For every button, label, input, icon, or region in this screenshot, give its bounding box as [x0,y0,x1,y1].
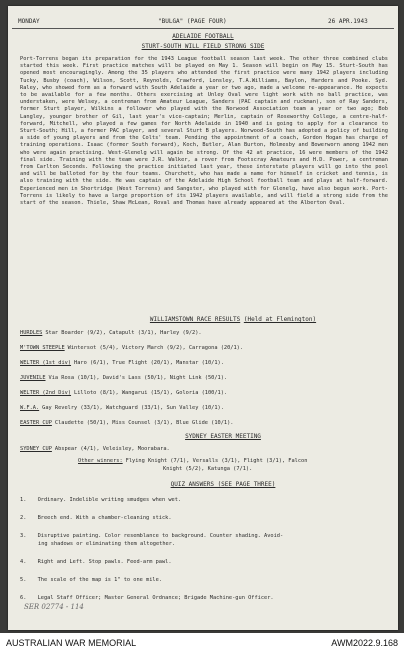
quiz-answer: 3. Disruptive painting. Color resemblance to background. Counter shading. Avoid- [20,533,284,539]
quiz-answer: 2. Breech end. With a chamber-cleaning stick. [20,515,172,521]
header-date: 26 APR.1943 [328,18,368,25]
quiz-answer: 1. Ordinary. Indelible writing smudges when wet. [20,497,182,503]
race-result-row: HURDLES Star Boarder (9/2), Catapult (3/1), Harley (9/2). [20,330,202,336]
williamstown-heading: WILLIAMSTOWN RACE RESULTS (Held at Flemington) [149,316,317,323]
page-header [8,18,398,28]
other-winners-row: Other winners: Flying Knight (7/1), Versalls (3/1), Flight (3/1), Falcon [78,458,308,464]
race-result-row: M'TOWN STEEPLE Wintersot (5/4), Victory March (9/2), Carragona (20/1). [20,345,244,351]
article-headline: STURT-SOUTH WILL FIELD STRONG SIDE [141,43,265,50]
race-result-row: JUVENILE Via Rosa (10/1), David's Lass (50/1), Night Link (50/1). [20,375,228,381]
other-winners-row-cont: Knight (5/2), Katunga (7/1). [163,466,253,472]
quiz-answer: 4. Right and Left. Stop pawls. Feed-arm pawl. [20,559,172,565]
header-title: "BULGA" (PAGE FOUR) [158,18,227,25]
sydney-cup-row: SYDNEY CUP Abspear (4/1), Veleisley, Moorabara. [20,446,170,452]
race-result-row: WELTER (2nd Div) Lilloto (8/1), Wangarui (15/1), Goloria (100/1). [20,390,228,396]
caption-institution: AUSTRALIAN WAR MEMORIAL [6,638,137,648]
caption-accession: AWM2022.9.168 [331,638,398,648]
sydney-heading: SYDNEY EASTER MEETING [185,433,261,440]
quiz-answer-cont: ing shadows or eliminating them altogether. [38,541,176,547]
section-title: ADELAIDE FOOTBALL [172,33,234,40]
football-article: Port-Torrens began its preparation for the 1943 League football season last week. The other three combined clubs started this week. First practice matches will be played on May 1. Season will begin on May 15. Sturt-South has opened most encouragingly. Among the 35 players who attended the first practice were many 1942 players including Tucky, Busby (coach), Wilson, Scott, Reynolds, Crawford, Lonsley, T.A.Williams, Baylon, Harders and Pooke. Syd. Raley, who showed form as a forward with South Adelaide a year or two ago, made a welcome re-appearance. He expects to be available for a few months. Others exercising at Unley Oval were light work with no ball practice, was understaken, were Welsey, a centreman from Amateur League, Sanders (PAC captain and ruckman), son of Ray Sanders, former Sturt player, Wilkins a follower who played with the Norwood Association team a year or two ago; Bob Langley, younger brother of Gil, last year's vice-captain; Merlin, captain of Roseworthy College, a centre-half-forward, Mitchell, who played a few games for North Adelaide in 1940 and is going to apply for a clearance to Sturt-South; Hill, a former PAC player, and several Sturt B players. Norwood-South has adopted a policy of building a side of young players and from the Colts' team. Pending the appointment of a coach, Gordon Hogan has charge of training operations. Isaac (former South forward), Koch, Butler, Alan Burton, Holmesby and Bowerworn among 1942 men who were again practising. West-Glenelg will again be strong. Of the 42 at practice, 16 were members of the 1942 final side. Training with the team were J.R. Walker, a rover from Footscray Amateurs and H.D. Power, a centreman from Carlton Seconds. Following the practice initiated last year, these interstate players will go into the pool and will be balloted for by the four teams. Churchett, who has made a name for himself in cricket and tennis, is also training with the side. He was captain of the Adelaide High School football team and plays at half-forward. Experienced men in Shortridge (West Torrens) and Sangster, who played with for Glenelg, have also begun work. Port-Torrens is likely to have a large proportion of its 1942 players available, and will field a strong side from the start of the season. Thiele, Shaw McLean, Roval and Thomas have already appeared at the Alberton Oval. [20,56,388,207]
handwritten-reference: SER 02774 - 114 [24,603,84,611]
caption-bar [0,633,404,653]
race-result-row: W.F.A. Gay Revelry (33/1), Watchguard (33/1), Sun Valley (10/1). [20,405,224,411]
quiz-answer: 5. The scale of the map is 1" to one mile. [20,577,162,583]
race-result-row: EASTER CUP Claudette (50/1), Miss Counsel (3/1), Blue Glide (10/1). [20,420,234,426]
document-page [8,6,398,630]
header-rule [12,28,394,29]
quiz-answer: 6. Legal Staff Officer; Master General Ordnance; Brigade Machine-gun Officer. [20,595,274,601]
race-result-row: WELTER (1st div) Haro (6/1), True Flight (20/1), Manstar (10/1). [20,360,224,366]
header-day: MONDAY [18,18,40,25]
quiz-heading: QUIZ ANSWERS (SEE PAGE THREE) [170,481,276,488]
